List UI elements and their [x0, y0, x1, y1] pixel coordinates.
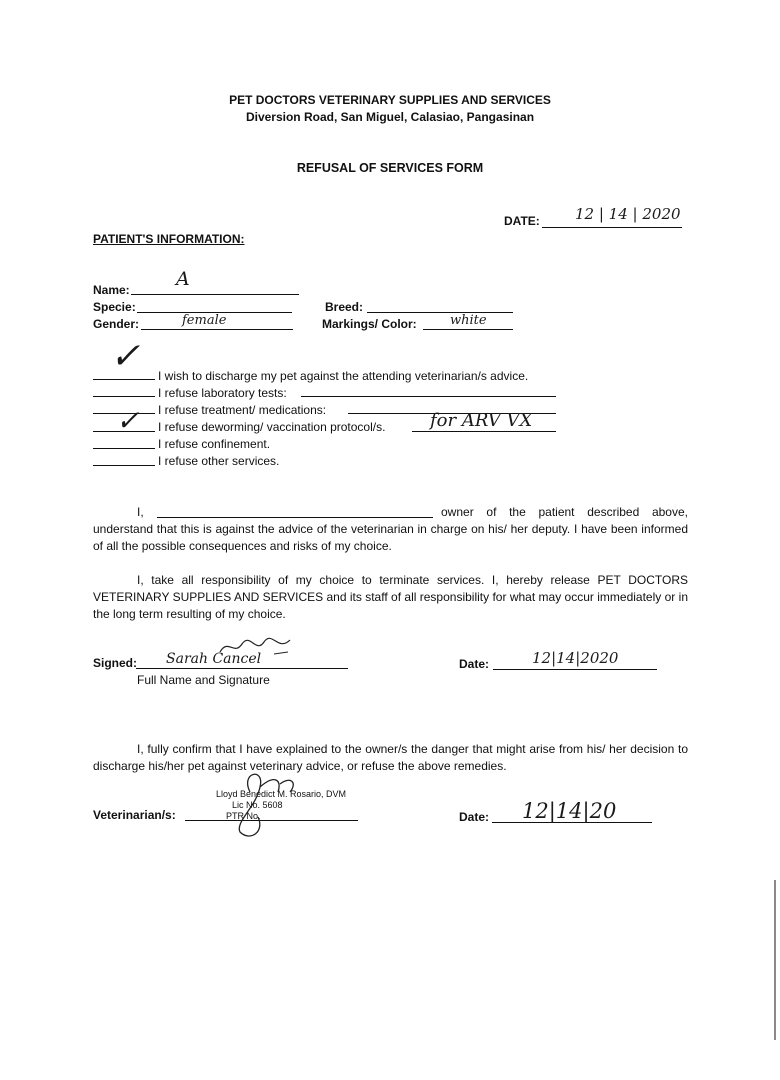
company-address: Diversion Road, San Miguel, Calasiao, Pangasinan — [245, 110, 535, 124]
owner-name-line — [157, 517, 433, 518]
deworming-line — [412, 431, 556, 432]
name-line — [131, 294, 299, 295]
date-top-value: 12 | 14 | 2020 — [575, 205, 681, 223]
markings-line — [423, 329, 513, 330]
company-name: PET DOCTORS VETERINARY SUPPLIES AND SERVICES — [229, 93, 551, 107]
vet-label: Veterinarian/s: — [93, 808, 176, 822]
specie-label: Specie: — [93, 300, 136, 314]
option-5-text: I refuse confinement. — [158, 437, 271, 451]
vet-date-label: Date: — [459, 810, 490, 824]
paragraph2: I, take all responsibility of my choice to terminate services. I, hereby release PET DOCTORS VETERINARY SUPPLIES AND SERVICES and its staff of all responsibility for what may occur immediately or in the long term resulting of my choice. — [93, 573, 688, 621]
breed-label: Breed: — [325, 300, 364, 314]
option-1-text: I wish to discharge my pet against the attending veterinarian/s advice. — [158, 369, 529, 383]
paragraph3: I, fully confirm that I have explained to the owner/s the danger that might arise from his/ her decision to discharge his/her pet against veterinary advice, or refuse the above remedies. — [93, 742, 688, 773]
option-3-text: I refuse treatment/ medications: — [158, 403, 327, 417]
option-4-note: for ARV VX — [430, 410, 533, 431]
paragraph1-end: owner of the patient described above, — [441, 505, 688, 519]
signed-label: Signed: — [93, 656, 137, 670]
option-2-text: I refuse laboratory tests: — [158, 386, 287, 400]
vet-stamp-lic: Lic No. 5608 — [232, 800, 283, 810]
signed-date-value: 12|14|2020 — [532, 649, 619, 667]
vet-stamp-ptr: PTR No. — [226, 811, 261, 821]
name-label: Name: — [93, 283, 130, 297]
gender-line — [141, 329, 293, 330]
signed-date-line — [493, 669, 657, 670]
form-title: REFUSAL OF SERVICES FORM — [296, 161, 484, 175]
option-6-text: I refuse other services. — [158, 454, 280, 468]
gender-value: female — [182, 313, 227, 328]
signed-date-label: Date: — [459, 657, 490, 671]
option-4-check: ✓ — [116, 404, 140, 437]
lab-tests-line — [301, 396, 556, 397]
option-4-text: I refuse deworming/ vaccination protocol/s. — [158, 420, 386, 434]
breed-line — [367, 312, 513, 313]
paragraph1-start: I, — [137, 505, 144, 519]
option-2-line — [93, 396, 155, 397]
option-6-line — [93, 465, 155, 466]
date-top-line — [542, 227, 682, 228]
date-top-label: DATE: — [504, 214, 540, 228]
signed-line — [136, 668, 348, 669]
vet-date-value: 12|14|20 — [522, 799, 617, 823]
vet-stamp-name: Lloyd Benedict M. Rosario, DVM — [216, 789, 347, 799]
gender-label: Gender: — [93, 317, 140, 331]
patient-section-title: PATIENT'S INFORMATION: — [93, 232, 245, 246]
vet-signature — [220, 762, 310, 842]
option-5-line — [93, 448, 155, 449]
scan-edge-mark — [774, 880, 776, 1040]
option-1-check: ✓ — [110, 336, 141, 377]
paragraph1-rest: understand that this is against the advice of the veterinarian in charge on his/ her deputy. I have been informed of all the possible consequences and risks of my choice. — [93, 522, 688, 553]
markings-value: white — [450, 313, 487, 328]
name-value: A — [176, 268, 190, 290]
signed-value: Sarah Cancel — [166, 651, 262, 667]
markings-label: Markings/ Color: — [322, 317, 417, 331]
owner-signature — [216, 632, 296, 662]
option-1-line — [93, 379, 155, 380]
signed-caption: Full Name and Signature — [137, 673, 270, 687]
